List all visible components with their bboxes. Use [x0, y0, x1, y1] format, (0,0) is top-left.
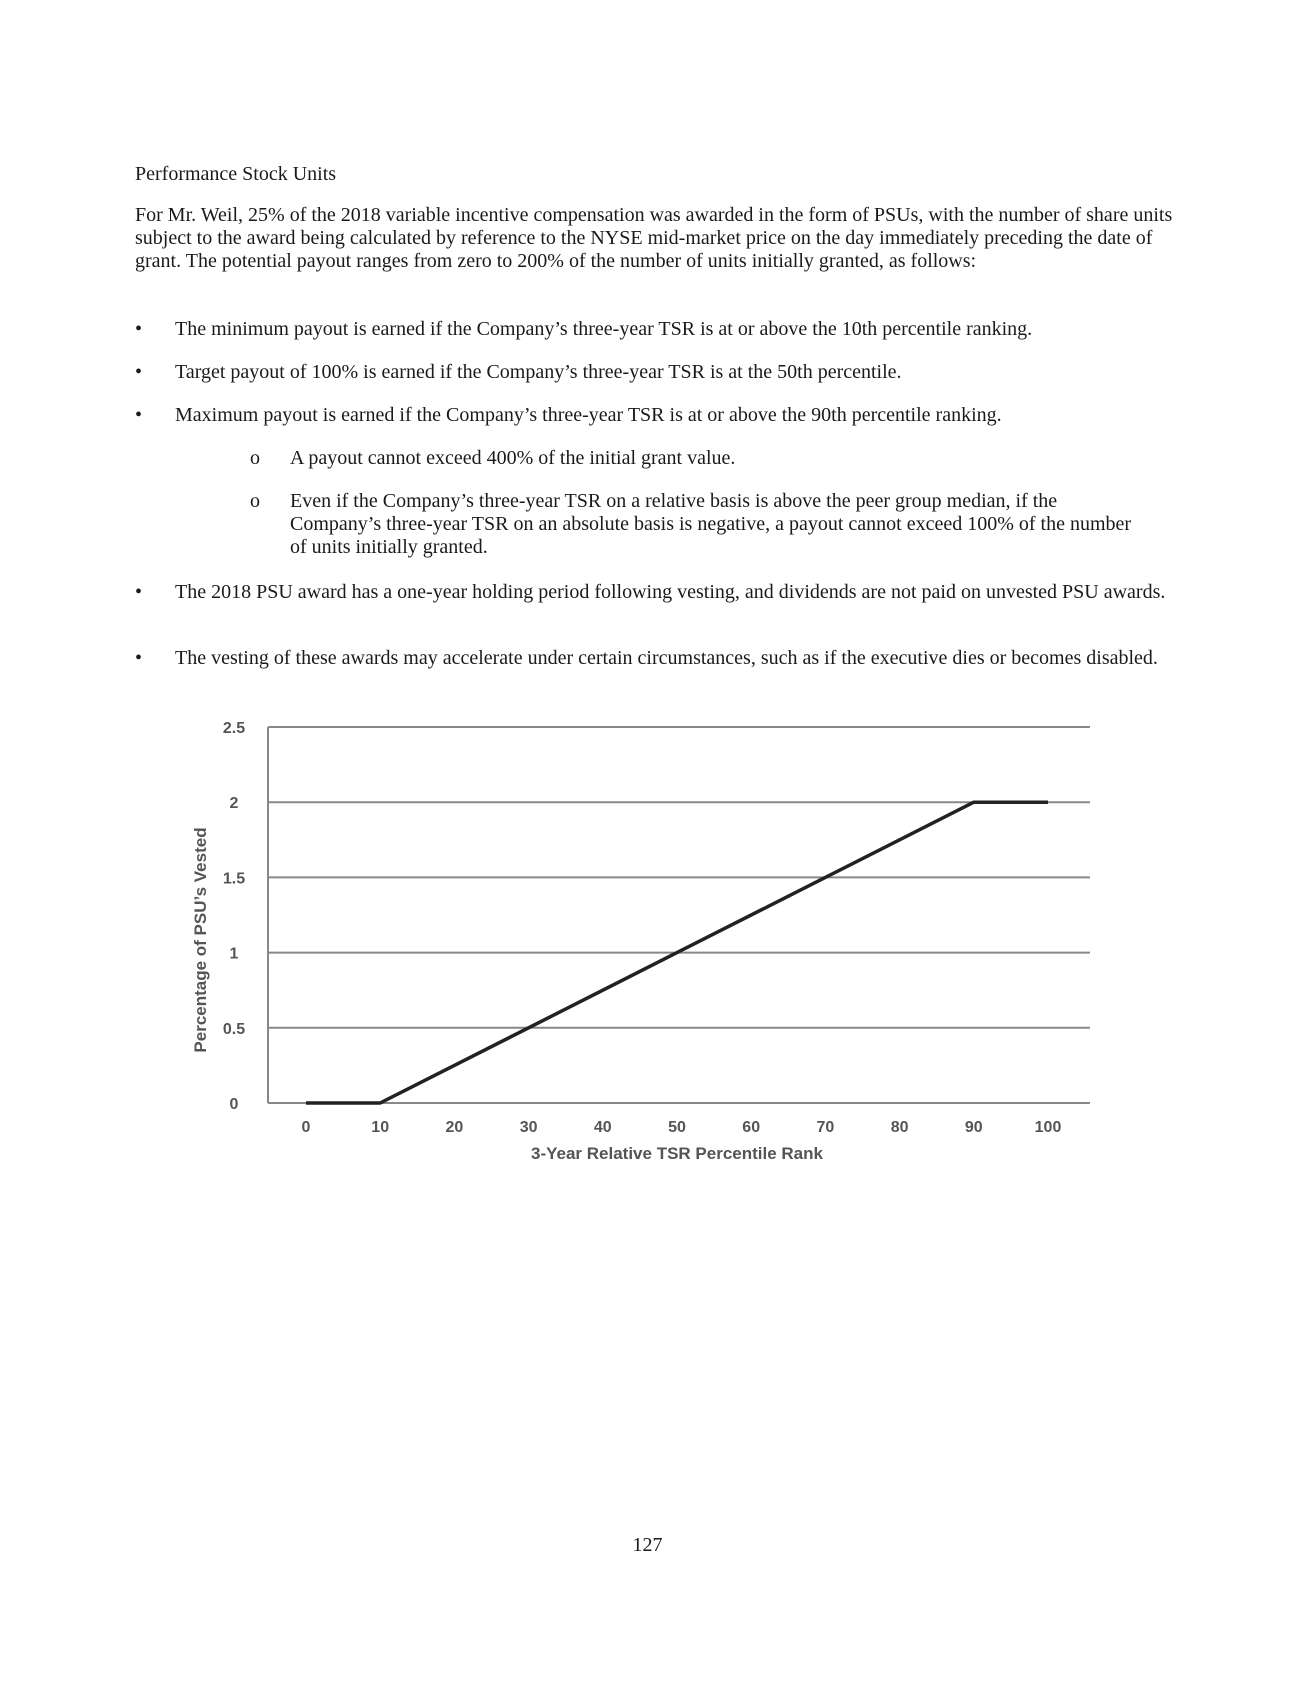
x-tick-label: 70	[816, 1119, 835, 1136]
tick-labels	[223, 720, 1062, 1136]
x-tick-label: 10	[371, 1119, 390, 1136]
bullet-text: The 2018 PSU award has a one-year holding period following vesting, and dividends are not paid on unvested PSU awards.	[175, 581, 1166, 603]
sub-bullet-icon: o	[250, 447, 260, 469]
bullet-icon: •	[135, 361, 143, 383]
y-tick-label: 1	[229, 945, 239, 963]
sub-bullet-text: A payout cannot exceed 400% of the initial grant value.	[290, 447, 736, 469]
y-tick-label: 2.5	[222, 720, 246, 737]
intro-paragraph: For Mr. Weil, 25% of the 2018 variable incentive compensation was awarded in the form of PSUs, with the number of share units subject to the award being calculated by reference to the NYSE mid-market price on the day immediately preceding the date of grant. The potential payout ranges from zero to 200% of the number of units initially granted, as follows:	[135, 204, 1173, 272]
y-tick-label: 0.5	[222, 1020, 246, 1038]
x-tick-label: 60	[742, 1119, 761, 1136]
sub-bullet-icon: o	[250, 490, 260, 512]
bullet-icon: •	[135, 647, 143, 669]
y-tick-label: 1.5	[222, 870, 246, 888]
bullet-text: The vesting of these awards may accelerate under certain circumstances, such as if the executive dies or becomes disabled.	[175, 647, 1158, 669]
y-tick-label: 2	[229, 795, 239, 813]
y-tick-label: 0	[229, 1096, 239, 1113]
x-tick-label: 40	[593, 1119, 612, 1136]
x-tick-label: 90	[964, 1119, 983, 1136]
bullet-text: Maximum payout is earned if the Company’s three-year TSR is at or above the 90th percentile ranking.	[175, 404, 1002, 426]
x-tick-label: 50	[668, 1119, 686, 1136]
x-tick-label: 80	[890, 1119, 909, 1136]
bullet-icon: •	[135, 581, 143, 603]
bullet-text: Target payout of 100% is earned if the Company’s three-year TSR is at the 50th percentile.	[175, 361, 902, 383]
x-axis-label: 3-Year Relative TSR Percentile Rank	[531, 1144, 823, 1163]
x-tick-label: 30	[519, 1119, 538, 1136]
grid-lines	[268, 727, 1090, 1028]
sub-bullet-text: Even if the Company’s three-year TSR on a relative basis is above the peer group median, if the Company’s three-year TSR on an absolute basis is negative, a payout cannot exceed 100% of the number of units initially granted.	[290, 490, 1132, 558]
section-heading: Performance Stock Units	[135, 163, 337, 185]
y-axis-label: Percentage of PSU’s Vested	[191, 827, 210, 1053]
psu-vesting-chart	[190, 710, 1110, 1210]
page-number: 127	[632, 1534, 663, 1556]
x-tick-label: 100	[1034, 1119, 1062, 1136]
bullet-icon: •	[135, 318, 143, 340]
x-tick-label: 0	[301, 1119, 311, 1136]
bullet-text: The minimum payout is earned if the Company’s three-year TSR is at or above the 10th percentile ranking.	[175, 318, 1033, 340]
x-tick-label: 20	[445, 1119, 464, 1136]
axes	[268, 727, 1090, 1103]
bullet-icon: •	[135, 404, 143, 426]
